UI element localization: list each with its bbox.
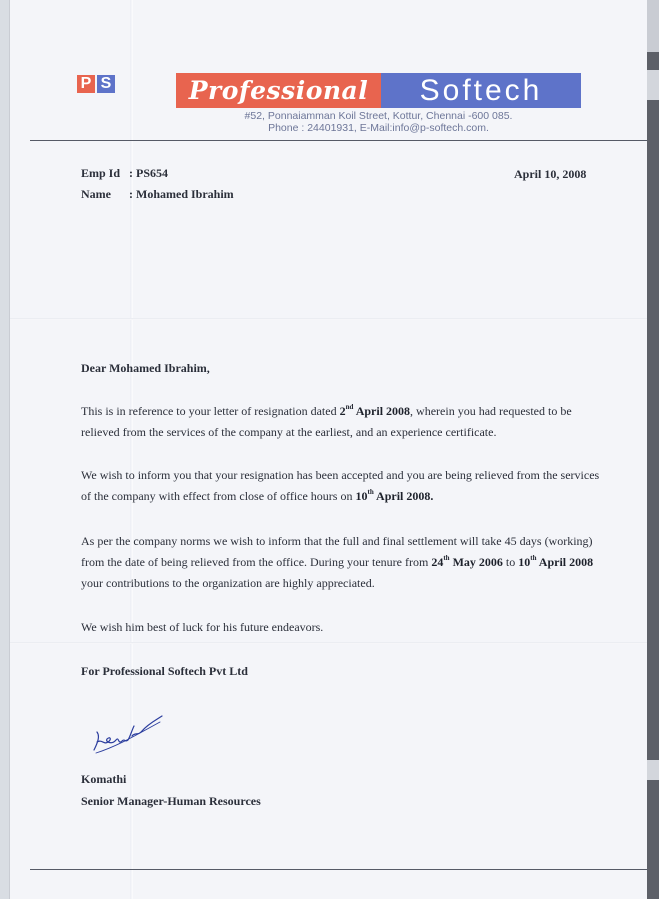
logo-letter-s: S (97, 75, 115, 93)
signer-name: Komathi (81, 772, 127, 786)
company-signoff: For Professional Softech Pvt Ltd (81, 664, 248, 678)
p3-text-rest: your contributions to the organization are highly appreciated. (81, 576, 375, 590)
handwritten-signature (88, 712, 168, 757)
emp-id (81, 166, 168, 181)
salutation: Dear Mohamed Ibrahim, (81, 361, 210, 375)
paragraph-1 (81, 401, 601, 443)
paper-fold-lower (10, 642, 647, 644)
scan-edge (647, 0, 659, 899)
header-divider (30, 140, 647, 141)
company-name-left: Professional (176, 73, 381, 108)
paper-fold-upper (10, 318, 647, 320)
name-value: : Mohamed Ibrahim (129, 187, 234, 201)
p3-start-month: May 2006 (449, 555, 503, 569)
scan-edge-light-top (647, 0, 659, 52)
p2-sup: th (367, 488, 374, 496)
signer-title: Senior Manager-Human Resources (81, 794, 261, 808)
p3-end-sup: th (530, 554, 537, 562)
p1-sup: nd (345, 403, 354, 411)
name-label: Name (81, 187, 111, 201)
company-name-right: Softech (381, 73, 581, 108)
p3-start-sup: th (443, 554, 450, 562)
p1-text-rest: , wherein you had requested to be relieved from the services of the company at the earliest, and an experience certificate. (81, 404, 572, 439)
p2-month: April 2008. (373, 489, 434, 503)
p1-day: 2 (339, 404, 346, 418)
p3-end-month: April 2008 (536, 555, 594, 569)
p1-text: This is in reference to your letter of resignation dated (81, 404, 340, 418)
emp-id-label: Emp Id (81, 166, 121, 180)
p3-end-day: 10 (518, 555, 531, 569)
paragraph-4: We wish him best of luck for his future endeavors. (81, 620, 324, 634)
paper-fold-vertical (130, 0, 133, 899)
paragraph-2 (81, 465, 601, 507)
logo-letter-p: P (77, 75, 95, 93)
emp-id-value: : PS654 (129, 166, 168, 180)
employee-name (81, 187, 234, 202)
company-banner (176, 73, 581, 108)
paragraph-3 (81, 531, 601, 594)
p1-month: April 2008 (353, 404, 411, 418)
company-address (176, 110, 581, 134)
letter-date: April 10, 2008 (514, 167, 587, 181)
p3-to: to (502, 555, 519, 569)
p2-day: 10 (355, 489, 368, 503)
address-line: #52, Ponnaiamman Koil Street, Kottur, Chennai -600 085. (244, 110, 513, 122)
scan-edge-light-low (647, 760, 659, 780)
p2-text: We wish to inform you that your resignation has been accepted and you are being relieved from the services of the company with effect from close of office hours on (81, 468, 600, 503)
contact-line: Phone : 24401931, E-Mail:info@p-softech.com. (268, 122, 489, 134)
ps-logo (77, 75, 115, 93)
p3-text: As per the company norms we wish to inform that the full and final settlement will take 45 days (working) from the date of being relieved from the office. During your tenure from (81, 534, 593, 569)
p3-start-day: 24 (431, 555, 444, 569)
p3-start-date (431, 555, 503, 569)
p2-date (355, 489, 433, 503)
scan-edge-light-mid (647, 70, 659, 100)
footer-divider (30, 869, 647, 870)
p3-end-date (518, 555, 593, 569)
letter-page (10, 0, 647, 899)
p1-date (340, 404, 410, 418)
